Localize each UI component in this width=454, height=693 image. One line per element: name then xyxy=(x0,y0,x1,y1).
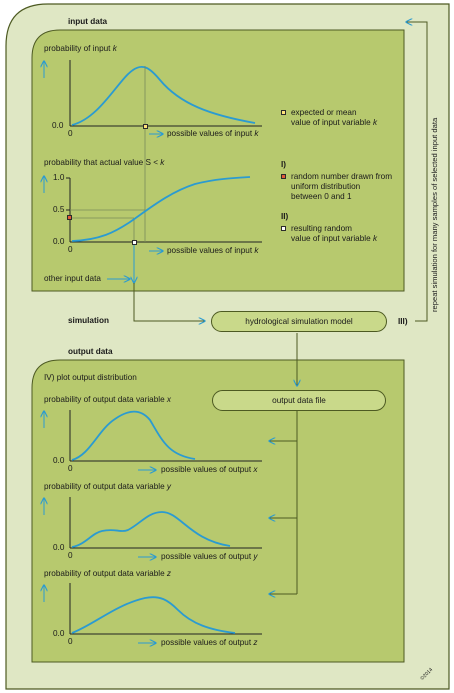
cdf-tick-1: 1.0 xyxy=(53,173,65,182)
input-pdf-xlabel: possible values of input k xyxy=(167,129,259,138)
input-cdf-xlabel: possible values of input k xyxy=(167,246,259,255)
output-y-xlabel: possible values of output y xyxy=(161,552,258,561)
step1-line3: between 0 and 1 xyxy=(291,192,352,201)
legend-mean-swatch xyxy=(281,110,286,115)
output-y-zero: 0.0 xyxy=(53,543,65,552)
output-x-ylabel: probability of output data variable x xyxy=(44,395,171,404)
output-z-zero: 0.0 xyxy=(53,629,65,638)
legend-mean-line2: value of input variable k xyxy=(291,118,378,127)
sample-value-marker xyxy=(132,240,137,245)
output-y-ylabel: probability of output data variable y xyxy=(44,482,171,491)
input-cdf-ylabel: probability that actual value S < k xyxy=(44,158,165,167)
output-x-xlabel: possible values of output x xyxy=(161,465,258,474)
output-z-ylabel: probability of output data variable z xyxy=(44,569,171,578)
mean-marker xyxy=(143,124,148,129)
output-z-xlabel: possible values of output z xyxy=(161,638,258,647)
output-data-file-box: output data file xyxy=(212,390,386,411)
random-number-marker xyxy=(67,215,72,220)
repeat-note: repeat simulation for many samples of selected input data xyxy=(430,117,439,312)
cdf-tick-05: 0.5 xyxy=(53,205,65,214)
copyright-credit: ©2014 xyxy=(419,666,435,682)
step2-line2: value of input variable k xyxy=(291,234,378,243)
output-data-title: output data xyxy=(68,347,113,356)
legend-sample-swatch xyxy=(281,226,286,231)
cdf-tick-0: 0.0 xyxy=(53,237,65,246)
step1-line1: random number drawn from xyxy=(291,172,393,181)
step2-number: II) xyxy=(281,212,289,221)
output-x-zero: 0.0 xyxy=(53,456,65,465)
hydrological-model-box: hydrological simulation model xyxy=(211,311,387,332)
output-z-x-zero: 0 xyxy=(68,637,73,646)
step3-number: III) xyxy=(398,317,408,326)
step4-label: IV) plot output distribution xyxy=(44,373,137,382)
input-pdf-zero: 0.0 xyxy=(52,121,64,130)
step1-line2: uniform distribution xyxy=(291,182,361,191)
legend-random-swatch xyxy=(281,174,286,179)
step2-line1: resulting random xyxy=(291,224,352,233)
output-x-x-zero: 0 xyxy=(68,464,73,473)
input-data-title: input data xyxy=(68,17,108,26)
input-pdf-ylabel: probability of input k xyxy=(44,44,117,53)
output-y-x-zero: 0 xyxy=(68,551,73,560)
other-input-label: other input data xyxy=(44,274,101,283)
legend-mean-line1: expected or mean xyxy=(291,108,357,117)
step1-number: I) xyxy=(281,160,287,169)
simulation-label: simulation xyxy=(68,316,109,325)
input-cdf-x-zero: 0 xyxy=(68,245,73,254)
input-pdf-x-zero: 0 xyxy=(68,129,73,138)
